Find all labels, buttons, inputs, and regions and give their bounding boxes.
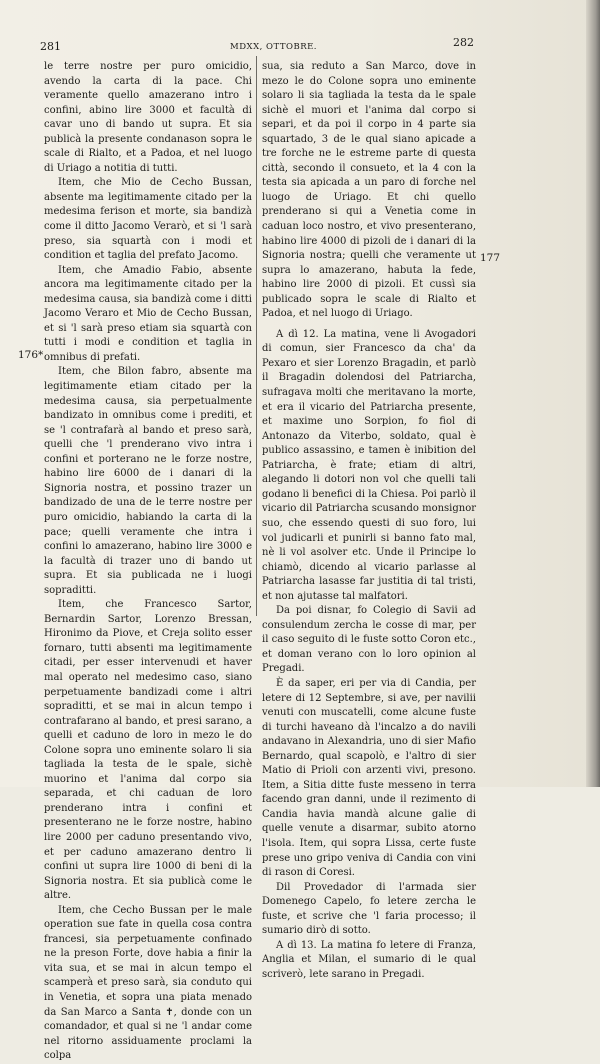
paragraph: Item, che Mio de Cecho Bussan, absente ma legitimamente citado per la medesima ferison et morte, sia bandizà come il ditto Jacomo Verarò, et si 'l sarà preso, sia squartà con i modi et condition et taglia del prefato Jacomo. [44, 177, 252, 262]
page-number-right: 282 [453, 36, 474, 49]
paragraph: A dì 12. La matina, vene li Avogadori di comun, sier Francesco da cha' da Pexaro et sier Lorenzo Bragadin, et parlò il Bragadin dolendosi del Patriarcha, sufragava molti che meritavano la morte, et era il vicario del Patriarcha presente, et maxime uno Sorpion, fo fiol di Antonazo da Viterbo, soldato, qual è publico assassino, e tamen è inibition del Patriarcha, è frate; etiam di altri, alegando li dotori non vol che quelli tali godano li benefici di la Chiesa. Poi parlò il vicario dil Patriarcha scusando monsignor suo, che essendo questi di suo foro, lui vol judicarli et punirli si banno fato mal, nè li vol asolver etc. Unde il Principe lo chiamò, dicendo al vicario parlasse al Patriarcha lasasse far justitia di tal tristi, et non ajutasse tal malfatori. [262, 328, 476, 602]
paragraph: È da saper, eri per via di Candia, per letere di 12 Septembre, si ave, per navilii venuti con muscatelli, come alcune fuste di turchi haveano dà l'incalzo a do navili andavano in Alexandria, uno di sier Mafio Bernardo, qual scapolò, e l'altro di sier Matio di Prioli con arzenti vivi, presono. Item, a Sitia ditte fuste messeno in terra facendo gran danni, unde il rezimento di Candia havia mandà alcune galie di quelle venute a disarmar, subito atorno l'isola. Item, qui sopra Lissa, certe fuste prese uno gripo veniva di Candia con vini di rason di Coresi. [262, 677, 476, 879]
page-header [30, 36, 474, 54]
page-number-left: 281 [40, 40, 61, 53]
paragraph: Da poi disnar, fo Colegio di Savii ad consulendum zercha le cosse di mar, per il caso seguito di le fuste sotto Coron etc., et doman verano con lo loro opinion al Pregadi. [262, 605, 476, 675]
margin-note-right: 177 [480, 252, 501, 264]
running-title: MDXX, OTTOBRE. [230, 42, 318, 52]
margin-note-left: 176* [18, 349, 44, 361]
column-divider [256, 56, 257, 616]
paragraph: Dil Provedador di l'armada sier Domenego Capelo, fo letere zercha le fuste, et scrive che 'l faria processo; il sumario dirò di sotto. [262, 881, 476, 937]
paragraph: Item, che Bilon fabro, absente ma legitimamente etiam citado per la medesima causa, sia perpetualmente bandizato in omnibus come i prediti, et se 'l contrafarà al bando et preso sarà, quelli che 'l prenderano vivo intra i confini et porterano ne le forze nostre, habino lire 6000 de i danari di la Signoria nostra, et possino trazer un bandizado de una de le terre nostre per puro omicidio, habiando la carta di la pace; quelli veramente che intra i confini lo amazerano, habino lire 3000 e la facultà di trazer uno di bando ut supra. Et sia publicada ne i luogi sopraditti. [44, 366, 252, 596]
paragraph: Item, che Amadio Fabio, absente ancora ma legitimamente citado per la medesima causa, sia bandizà come i ditti Jacomo Veraro et Mio de Cecho Bussan, et si 'l sarà preso etiam sia squartà con tutti i modi e condition et taglia in omnibus di prefati. [44, 264, 252, 363]
paragraph: Item, che Francesco Sartor, Bernardin Sartor, Lorenzo Bressan, Hironimo da Piove, et Creja solito esser fornaro, tutti absenti ma legitimamente citadi, per esser intervenudi et haver mal operato nel medesimo caso, siano perpetuamente bandizadi come i altri sopraditti, et se mai in alcun tempo i contrafarano al bando, et presi sarano, a quelli et caduno de loro in mezo le do Colone sopra uno eminente solaro li sia tagliada la testa de le spale, sichè muorino et l'anima dal corpo sia separada, et chi caduan de loro prenderano intra i confini et presenterano ne le forze nostre, habino lire 2000 per caduno presentando vivo, et per caduno amazerano dentro li confini ut supra lire 1000 di beni di la Signoria nostra. Et sia publicà come le altre. [44, 599, 252, 902]
left-column [44, 60, 252, 1064]
right-column [262, 60, 476, 982]
paragraph: A dì 13. La matina fo letere di Franza, Anglia et Milan, el sumario di le qual scriverò, lete sarano in Pregadi. [262, 939, 476, 980]
paragraph: Item, che Cecho Bussan per le male operation sue fate in quella cosa contra francesi, sia perpetuamente confinado ne la preson Forte, dove habia a finir la vita sua, et se mai in alcun tempo el scamperà et preso sarà, sia conduto qui in Venetia, et sopra una piata menado da San Marco a Santa ✝, donde con un comandador, et qual si ne 'l andar come nel ritorno assiduamente proclami la colpa [44, 904, 252, 1062]
page-edge-shadow [586, 0, 600, 787]
paragraph: sua, sia reduto a San Marco, dove in mezo le do Colone sopra uno eminente solaro li sia tagliada la testa da le spale sichè el muori et l'anima dal corpo si separi, et da poi il corpo in 4 parte sia squartado, 3 de le qual siano apicade a tre forche ne le estreme parte di questa città, secondo il consueto, et la 4 con la testa sia apicada a un paro di forche nel luogo de Uriago. Et chi quello prenderano si qui a Venetia come in caduan loco nostro, et vivo presenterano, habino lire 4000 di pizoli de i danari di la Signoria nostra; quelli che veramente ut supra lo amazerano, habuta la fede, habino lire 2000 di pizoli. Et cussì sia publicado sopra le scale di Rialto et Padoa, et nel luogo di Uriago. [262, 61, 476, 320]
paragraph: le terre nostre per puro omicidio, avendo la carta di la pace. Chi veramente quello amazerano intro i confini, abino lire 3000 et facultà di cavar uno di bando ut supra. Et sia publicà la presente condanason sopra le scale di Rialto, et a Padoa, et nel luogo di Uriago a notitia di tutti. [44, 61, 252, 174]
